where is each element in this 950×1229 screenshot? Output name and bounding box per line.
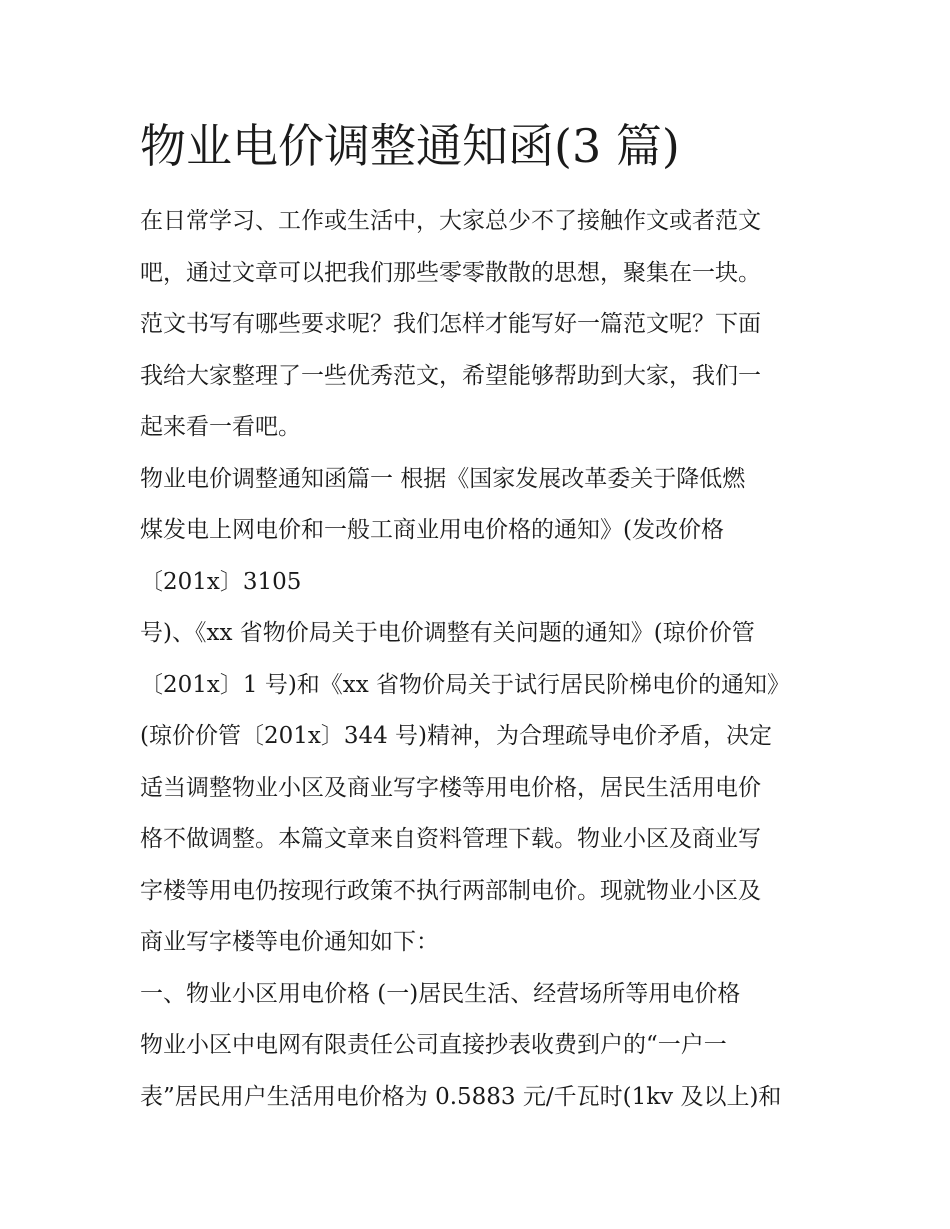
body-line: 物业小区中电网有限责任公司直接抄表收费到户的“一户一	[140, 1032, 727, 1058]
body-line: 〔201x〕3105	[140, 568, 302, 595]
body-line: 号)、《xx 省物价局关于电价调整有关问题的通知》(琼价价管	[140, 620, 755, 646]
body-line: 商业写字楼等电价通知如下：	[140, 929, 439, 955]
body-line: 在日常学习、工作或生活中，大家总少不了接触作文或者范文	[140, 208, 761, 234]
body-line: 表”居民用户生活用电价格为 0.5883 元/千瓦时(1kv 及以上)和	[140, 1083, 782, 1110]
body-line: 一、物业小区用电价格 (一)居民生活、经营场所等用电价格	[140, 980, 741, 1007]
body-line: 物业电价调整通知函篇一 根据《国家发展改革委关于降低燃	[140, 465, 746, 492]
body-line: 起来看一看吧。	[140, 414, 301, 440]
document-body	[140, 196, 820, 1123]
body-line: 格不做调整。本篇文章来自资料管理下载。物业小区及商业写	[140, 826, 761, 852]
body-line: 吧，通过文章可以把我们那些零零散散的思想，聚集在一块。	[140, 259, 761, 286]
body-line: 〔201x〕1 号)和《xx 省物价局关于试行居民阶梯电价的通知》	[140, 671, 791, 698]
document-title: 物业电价调整通知函(3 篇)	[140, 119, 680, 173]
body-line: (琼价价管〔201x〕344 号)精神，为合理疏导电价矛盾，决定	[140, 723, 773, 749]
body-line: 适当调整物业小区及商业写字楼等用电价格，居民生活用电价	[140, 774, 761, 801]
body-line: 我给大家整理了一些优秀范文，希望能够帮助到大家，我们一	[140, 362, 761, 389]
body-line: 煤发电上网电价和一般工商业用电价格的通知》(发改价格	[140, 517, 724, 543]
body-line: 范文书写有哪些要求呢？我们怎样才能写好一篇范文呢？下面	[140, 311, 761, 337]
body-line: 字楼等用电仍按现行政策不执行两部制电价。现就物业小区及	[140, 877, 761, 904]
